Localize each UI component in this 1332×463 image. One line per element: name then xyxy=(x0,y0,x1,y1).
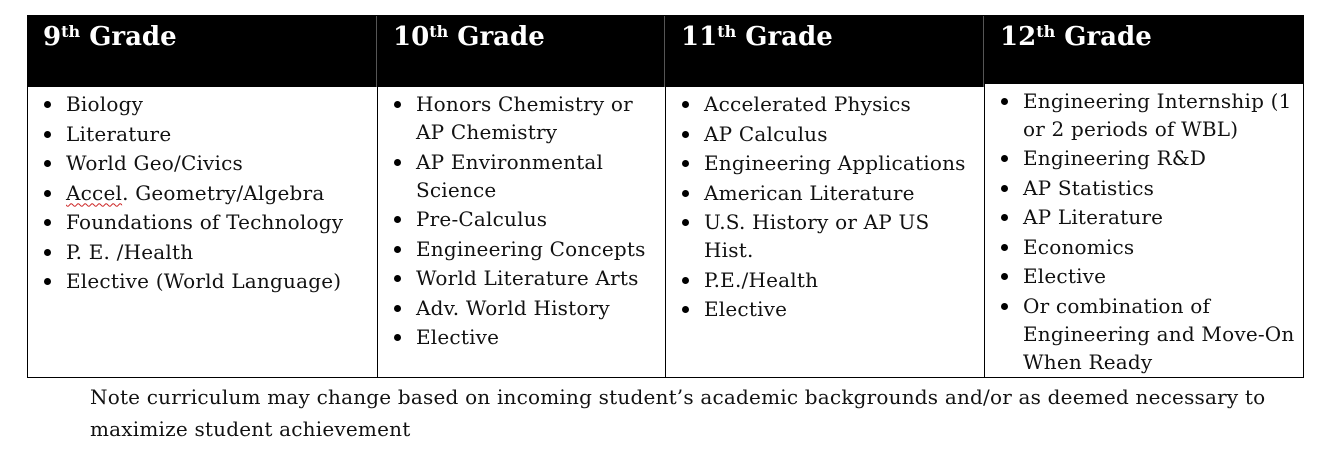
course-label: Economics xyxy=(1023,234,1135,259)
curriculum-table xyxy=(27,15,1304,378)
course-item xyxy=(680,266,984,294)
grade-suffix: th xyxy=(61,22,81,41)
grade-label: Grade xyxy=(457,22,545,52)
bullet-icon xyxy=(394,246,401,253)
course-item xyxy=(999,144,1303,172)
bullet-icon xyxy=(1001,185,1008,192)
bullet-icon xyxy=(682,101,689,108)
grade-10-header xyxy=(378,16,665,87)
grade-9-course-list xyxy=(28,90,377,295)
grade-9-course-list-cell xyxy=(28,87,377,377)
course-item xyxy=(42,208,377,236)
grade-number: 9 xyxy=(43,22,62,52)
course-item xyxy=(392,148,665,204)
grade-suffix: th xyxy=(429,22,449,41)
grade-number: 10 xyxy=(393,22,430,52)
course-item xyxy=(392,264,665,292)
grade-12-course-list xyxy=(985,87,1303,376)
course-label: Biology xyxy=(66,92,144,116)
grade-12-header xyxy=(985,16,1303,84)
course-item xyxy=(680,120,984,148)
grade-10-column xyxy=(378,16,666,377)
course-item xyxy=(42,149,377,177)
course-item xyxy=(680,295,984,323)
course-label: Literature xyxy=(66,121,172,146)
course-item xyxy=(680,208,984,264)
course-label: P.E./Health xyxy=(704,267,819,292)
course-item xyxy=(392,205,665,233)
bullet-icon xyxy=(44,131,51,138)
course-label: Adv. World History xyxy=(416,295,610,320)
grade-10-course-list xyxy=(378,90,665,351)
course-label: Elective xyxy=(1023,264,1107,288)
course-item xyxy=(392,323,665,351)
grade-11-course-list xyxy=(666,90,984,323)
course-label-rest: . Geometry/Algebra xyxy=(122,180,325,205)
course-label: AP Statistics xyxy=(1023,175,1155,200)
course-label: AP Literature xyxy=(1023,205,1164,229)
bullet-icon xyxy=(1001,98,1008,105)
course-item xyxy=(999,203,1303,231)
course-label: Pre-Calculus xyxy=(416,207,548,231)
bullet-icon xyxy=(44,190,51,197)
grade-10-course-list-cell xyxy=(378,87,665,377)
bullet-icon xyxy=(44,249,51,256)
course-item xyxy=(392,90,665,146)
course-label: Engineering Internship (1 or 2 periods of WBL) xyxy=(1023,88,1292,141)
grade-label: Grade xyxy=(89,22,177,52)
bullet-icon xyxy=(394,101,401,108)
grade-12-course-list-cell xyxy=(985,84,1303,378)
grade-label: Grade xyxy=(1064,22,1152,52)
course-label: AP Environmental Science xyxy=(416,149,604,202)
bullet-icon xyxy=(1001,303,1008,310)
course-item xyxy=(42,238,377,266)
grade-9-header xyxy=(28,16,377,87)
grade-suffix: th xyxy=(717,22,737,41)
course-label: Accelerated Physics xyxy=(704,92,911,116)
grade-9-column xyxy=(28,16,378,377)
grade-suffix: th xyxy=(1036,22,1056,41)
bullet-icon xyxy=(1001,244,1008,251)
course-label: P. E. /Health xyxy=(66,239,194,264)
bullet-icon xyxy=(682,160,689,167)
course-item xyxy=(680,179,984,207)
bullet-icon xyxy=(394,159,401,166)
bullet-icon xyxy=(44,278,51,285)
bullet-icon xyxy=(682,219,689,226)
course-label: American Literature xyxy=(704,180,915,205)
course-item xyxy=(999,292,1303,376)
course-item xyxy=(999,87,1303,143)
bullet-icon xyxy=(394,216,401,223)
course-label: Elective xyxy=(416,325,500,349)
bullet-icon xyxy=(682,131,689,138)
curriculum-note: Note curriculum may change based on incoming student’s academic backgrounds and/or as deemed necessary to maximize student achievement xyxy=(90,385,1266,441)
course-label: Engineering R&D xyxy=(1023,146,1207,170)
bullet-icon xyxy=(394,334,401,341)
course-label: Elective (World Language) xyxy=(66,269,342,293)
bullet-icon xyxy=(1001,273,1008,280)
course-label: Engineering Concepts xyxy=(416,236,646,261)
course-item xyxy=(999,233,1303,261)
course-item xyxy=(392,294,665,322)
course-label: Engineering Applications xyxy=(704,151,966,175)
course-label: World Literature Arts xyxy=(416,266,639,290)
grade-11-column xyxy=(666,16,985,377)
course-item xyxy=(42,120,377,148)
bullet-icon xyxy=(44,160,51,167)
bullet-icon xyxy=(682,277,689,284)
course-item xyxy=(42,267,377,295)
course-label: U.S. History or AP US Hist. xyxy=(704,210,930,262)
course-item xyxy=(42,90,377,118)
course-item xyxy=(680,90,984,118)
grade-label: Grade xyxy=(745,22,833,52)
course-label: Elective xyxy=(704,297,788,321)
course-item xyxy=(42,179,377,207)
grade-12-column xyxy=(985,16,1303,377)
spellcheck-flagged-word: Accel xyxy=(66,180,123,205)
bullet-icon xyxy=(44,101,51,108)
course-label: Or combination of Engineering and Move-On When Ready xyxy=(1023,293,1295,374)
course-item xyxy=(392,235,665,263)
grade-number: 12 xyxy=(1000,22,1037,52)
course-label: AP Calculus xyxy=(704,121,828,146)
course-item xyxy=(680,149,984,177)
bullet-icon xyxy=(394,305,401,312)
bullet-icon xyxy=(682,306,689,313)
course-label: Foundations of Technology xyxy=(66,210,344,234)
course-item xyxy=(999,262,1303,290)
grade-11-header xyxy=(666,16,984,87)
bullet-icon xyxy=(1001,155,1008,162)
course-label: World Geo/Civics xyxy=(66,151,244,175)
bullet-icon xyxy=(682,190,689,197)
course-item xyxy=(999,174,1303,202)
grade-number: 11 xyxy=(681,22,718,52)
bullet-icon xyxy=(1001,214,1008,221)
bullet-icon xyxy=(44,219,51,226)
course-label: Honors Chemistry or AP Chemistry xyxy=(416,92,633,144)
bullet-icon xyxy=(394,275,401,282)
grade-11-course-list-cell xyxy=(666,87,984,377)
